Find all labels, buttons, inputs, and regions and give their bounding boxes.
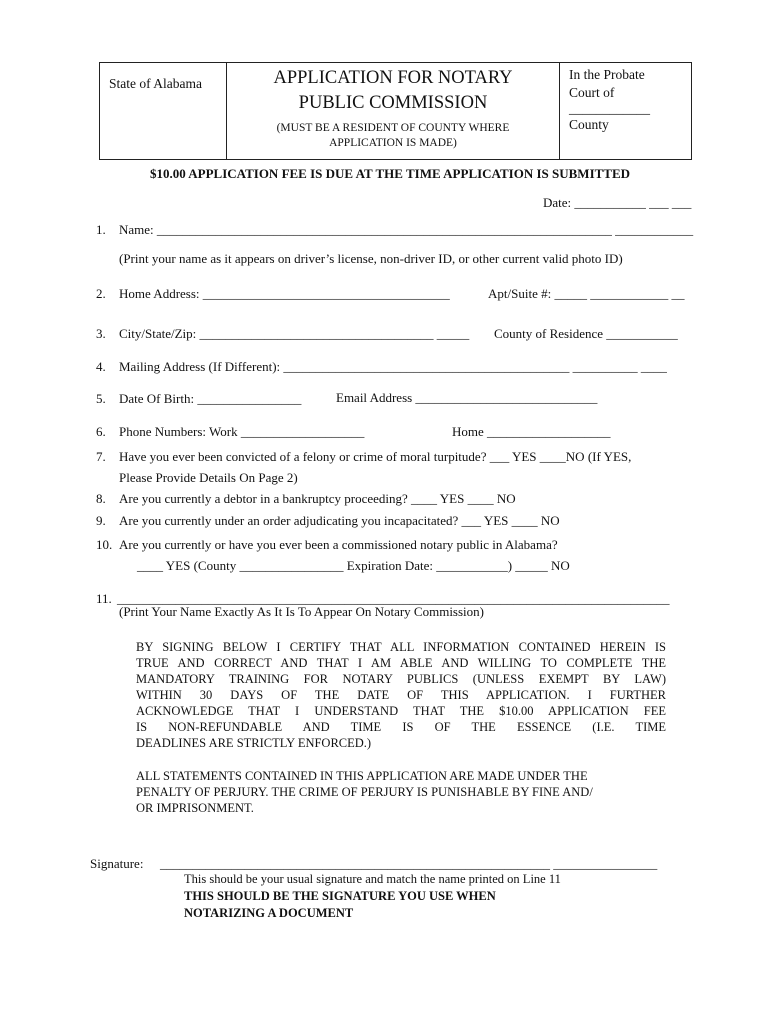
date-field[interactable]: Date: ___________ ___ ___ [543, 195, 692, 210]
item-number: 1. [96, 222, 106, 237]
title-line: APPLICATION FOR NOTARY [273, 68, 513, 88]
apt-suite-field[interactable]: Apt/Suite #: _____ ____________ __ [488, 286, 685, 301]
state-label: State of Alabama [109, 76, 202, 91]
court-line: Court of [569, 85, 615, 100]
item-number: 5. [96, 391, 106, 406]
fee-notice: $10.00 APPLICATION FEE IS DUE AT THE TIME APPLICATION IS SUBMITTED [150, 166, 631, 181]
item-number: 7. [96, 449, 106, 464]
header-divider [559, 63, 560, 159]
work-phone-field[interactable]: Phone Numbers: Work ___________________ [119, 424, 365, 439]
signature-note: This should be your usual signature and match the name printed on Line 11 [184, 872, 561, 886]
item-number: 9. [96, 513, 106, 528]
perjury-line: PENALTY OF PERJURY. THE CRIME OF PERJURY IS PUNISHABLE BY FINE AND/ [136, 785, 593, 799]
certification-line: DEADLINES ARE STRICTLY ENFORCED.) [136, 736, 372, 750]
signature-warning: THIS SHOULD BE THE SIGNATURE YOU USE WHEN [184, 889, 496, 903]
signature-field[interactable]: ____________________________________________________________ ________________ [160, 856, 658, 871]
email-address-field[interactable]: Email Address ____________________________ [336, 390, 598, 405]
subtitle-line: APPLICATION IS MADE) [329, 137, 457, 149]
county-blank[interactable]: ____________ [569, 101, 650, 116]
certification-line: BY SIGNING BELOW I CERTIFY THAT ALL INFORMATION CONTAINED HEREIN IS [136, 640, 666, 654]
perjury-line: ALL STATEMENTS CONTAINED IN THIS APPLICATION ARE MADE UNDER THE [136, 769, 588, 783]
certification-line: MANDATORY TRAINING FOR NOTARY PUBLICS (UNLESS EXEMPT BY LAW) [136, 672, 666, 686]
certification-line: WITHIN 30 DAYS OF THE DATE OF THIS APPLICATION. I FURTHER [136, 688, 666, 702]
signature-label: Signature: [90, 856, 144, 871]
item-number: 8. [96, 491, 106, 506]
commissioned-detail-field[interactable]: ____ YES (County ________________ Expiration Date: ___________) _____ NO [137, 558, 570, 573]
commission-name-hint: (Print Your Name Exactly As It Is To Appear On Notary Commission) [119, 604, 484, 619]
perjury-line: OR IMPRISONMENT. [136, 801, 254, 815]
county-label: County [569, 117, 609, 132]
mailing-address-field[interactable]: Mailing Address (If Different): ____________________________________________ __________ ____ [119, 359, 667, 374]
item-number: 2. [96, 286, 106, 301]
city-state-zip-field[interactable]: City/State/Zip: ____________________________________ _____ [119, 326, 470, 341]
probate-court-cell [569, 66, 650, 134]
item-number: 11. [96, 591, 112, 606]
header-box [99, 62, 692, 160]
title-line: PUBLIC COMMISSION [298, 93, 488, 113]
item-number: 4. [96, 359, 106, 374]
county-of-residence-field[interactable]: County of Residence ___________ [494, 326, 678, 341]
commissioned-question: Are you currently or have you ever been a commissioned notary public in Alabama? [119, 537, 558, 552]
signature-warning: NOTARIZING A DOCUMENT [184, 906, 354, 920]
bankruptcy-question[interactable]: Are you currently a debtor in a bankruptcy proceeding? ____ YES ____ NO [119, 491, 516, 506]
certification-line: ACKNOWLEDGE THAT I UNDERSTAND THAT THE $10.00 APPLICATION FEE [136, 704, 666, 718]
certification-line: TRUE AND CORRECT AND THAT I AM ABLE AND WILLING TO COMPLETE THE [136, 656, 666, 670]
incapacitated-question[interactable]: Are you currently under an order adjudicating you incapacitated? ___ YES ____ NO [119, 513, 560, 528]
date-of-birth-field[interactable]: Date Of Birth: ________________ [119, 391, 302, 406]
item-number: 10. [96, 537, 113, 552]
name-field[interactable]: Name: ______________________________________________________________________ ____________ [119, 222, 694, 237]
home-address-field[interactable]: Home Address: ______________________________________ [119, 286, 450, 301]
court-line: In the Probate [569, 67, 645, 82]
commission-name-field[interactable]: _____________________________________________________________________________________ [117, 591, 670, 606]
home-phone-field[interactable]: Home ___________________ [452, 424, 611, 439]
form-title [227, 66, 559, 151]
felony-question[interactable]: Have you ever been convicted of a felony or crime of moral turpitude? ___ YES ____NO (If YES, [119, 449, 632, 464]
name-hint: (Print your name as it appears on driver’s license, non-driver ID, or other current valid photo ID) [119, 251, 623, 266]
certification-line: IS NON-REFUNDABLE AND TIME IS OF THE ESSENCE (I.E. TIME [136, 720, 666, 734]
felony-question-continued: Please Provide Details On Page 2) [119, 470, 298, 485]
item-number: 3. [96, 326, 106, 341]
item-number: 6. [96, 424, 106, 439]
subtitle-line: (MUST BE A RESIDENT OF COUNTY WHERE [276, 122, 510, 134]
